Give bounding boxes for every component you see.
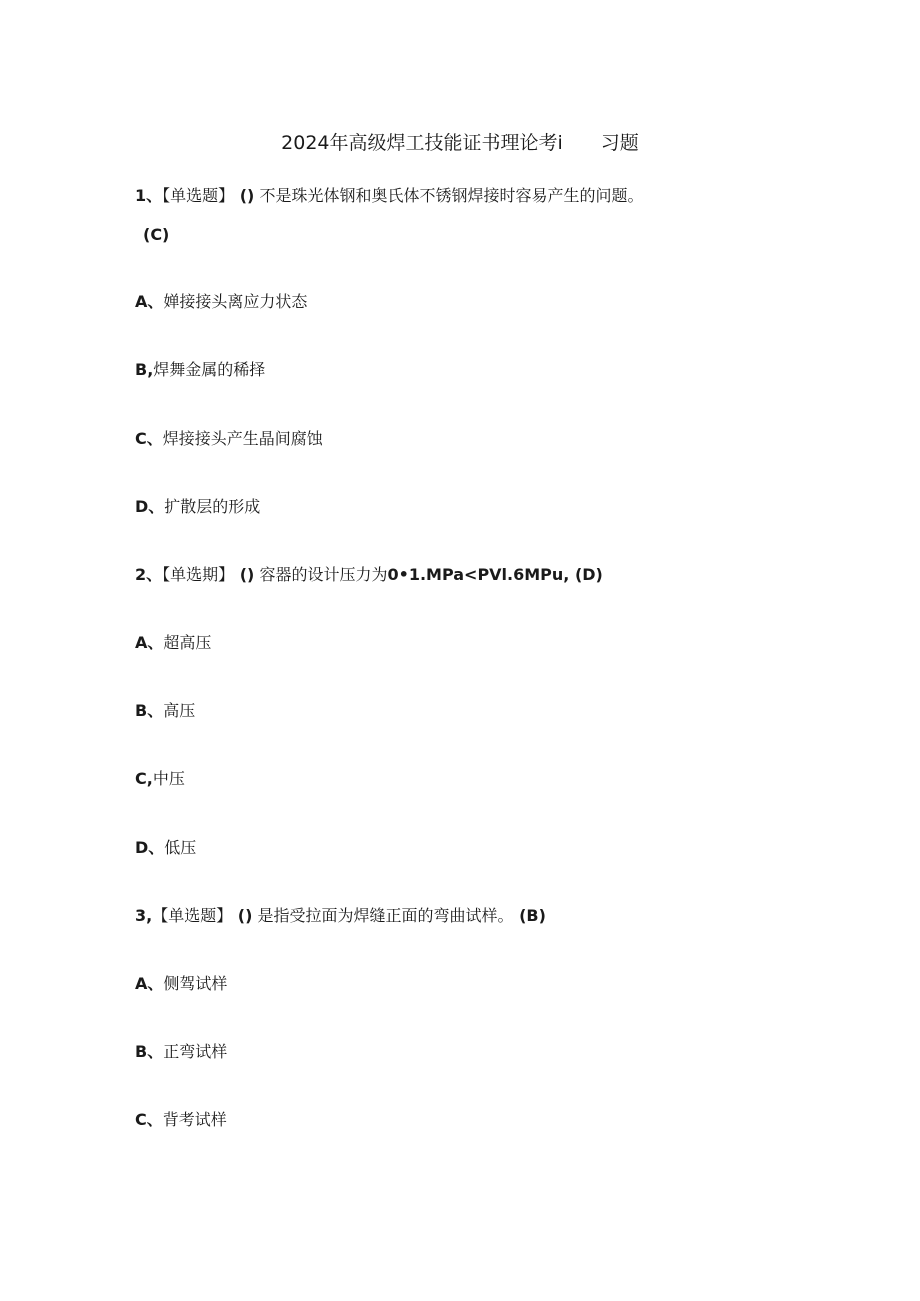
option-text: 婵接接头离应力状态 [163, 292, 308, 311]
option-label: A、 [135, 633, 164, 652]
question-2-blank: () [234, 565, 255, 584]
option-text: 正弯试样 [163, 1042, 228, 1061]
option-label: C, [135, 769, 153, 788]
question-1-option-d [135, 497, 260, 517]
option-text: 低压 [164, 838, 197, 857]
option-label: B、 [135, 701, 164, 720]
question-1-option-a [135, 292, 307, 312]
option-label: D、 [135, 838, 165, 857]
option-label: A、 [135, 974, 164, 993]
question-3-option-a [135, 974, 227, 994]
option-label: D、 [135, 497, 165, 516]
question-2-type: 【单选期】 [162, 565, 235, 584]
question-3-answer: (B) [513, 906, 546, 925]
question-3-stem [135, 906, 546, 926]
question-2-option-a [135, 633, 211, 653]
option-label: B, [135, 360, 154, 379]
option-label: C、 [135, 429, 163, 448]
question-2-text: 容器的设计压力为 [254, 565, 388, 584]
question-3-number: 3, [135, 906, 153, 925]
question-1-blank: () [234, 186, 255, 205]
question-3-option-b [135, 1042, 227, 1062]
question-2-option-c [135, 769, 185, 789]
document-title: 2024年高级焊工技能证书理论考i 习题 [281, 132, 639, 154]
option-text: 高压 [163, 701, 196, 720]
question-1-option-c [135, 429, 323, 449]
question-2-option-d [135, 838, 196, 858]
question-3-type: 【单选题】 [152, 906, 233, 925]
question-2-answer: (D) [569, 565, 603, 584]
option-text: 中压 [152, 769, 185, 788]
option-text: 焊舞金属的稀择 [153, 360, 266, 379]
question-2-formula: 0•1.MPa<PVl.6MPu, [387, 565, 570, 584]
question-3-text: 是指受拉面为焊缝正面的弯曲试样。 [252, 906, 514, 925]
question-2-number: 2、 [135, 565, 163, 584]
question-3-option-c [135, 1110, 227, 1130]
option-text: 扩散层的形成 [164, 497, 261, 516]
option-text: 超高压 [163, 633, 212, 652]
option-text: 焊接接头产生晶间腐蚀 [162, 429, 323, 448]
question-3-blank: () [232, 906, 253, 925]
question-1-type: 【单选题】 [162, 186, 235, 205]
option-label: A、 [135, 292, 164, 311]
option-text: 背考试样 [162, 1110, 227, 1129]
option-label: C、 [135, 1110, 163, 1129]
question-1-stem [135, 186, 643, 206]
question-2-option-b [135, 701, 195, 721]
question-1-number: 1、 [135, 186, 163, 205]
option-text: 侧驾试样 [163, 974, 228, 993]
option-label: B、 [135, 1042, 164, 1061]
question-1-option-b [135, 360, 265, 380]
question-1-answer: (C) [143, 225, 170, 244]
question-2-stem [135, 565, 603, 585]
question-1-text: 不是珠光体钢和奥氏体不锈钢焊接时容易产生的问题。 [254, 186, 644, 205]
